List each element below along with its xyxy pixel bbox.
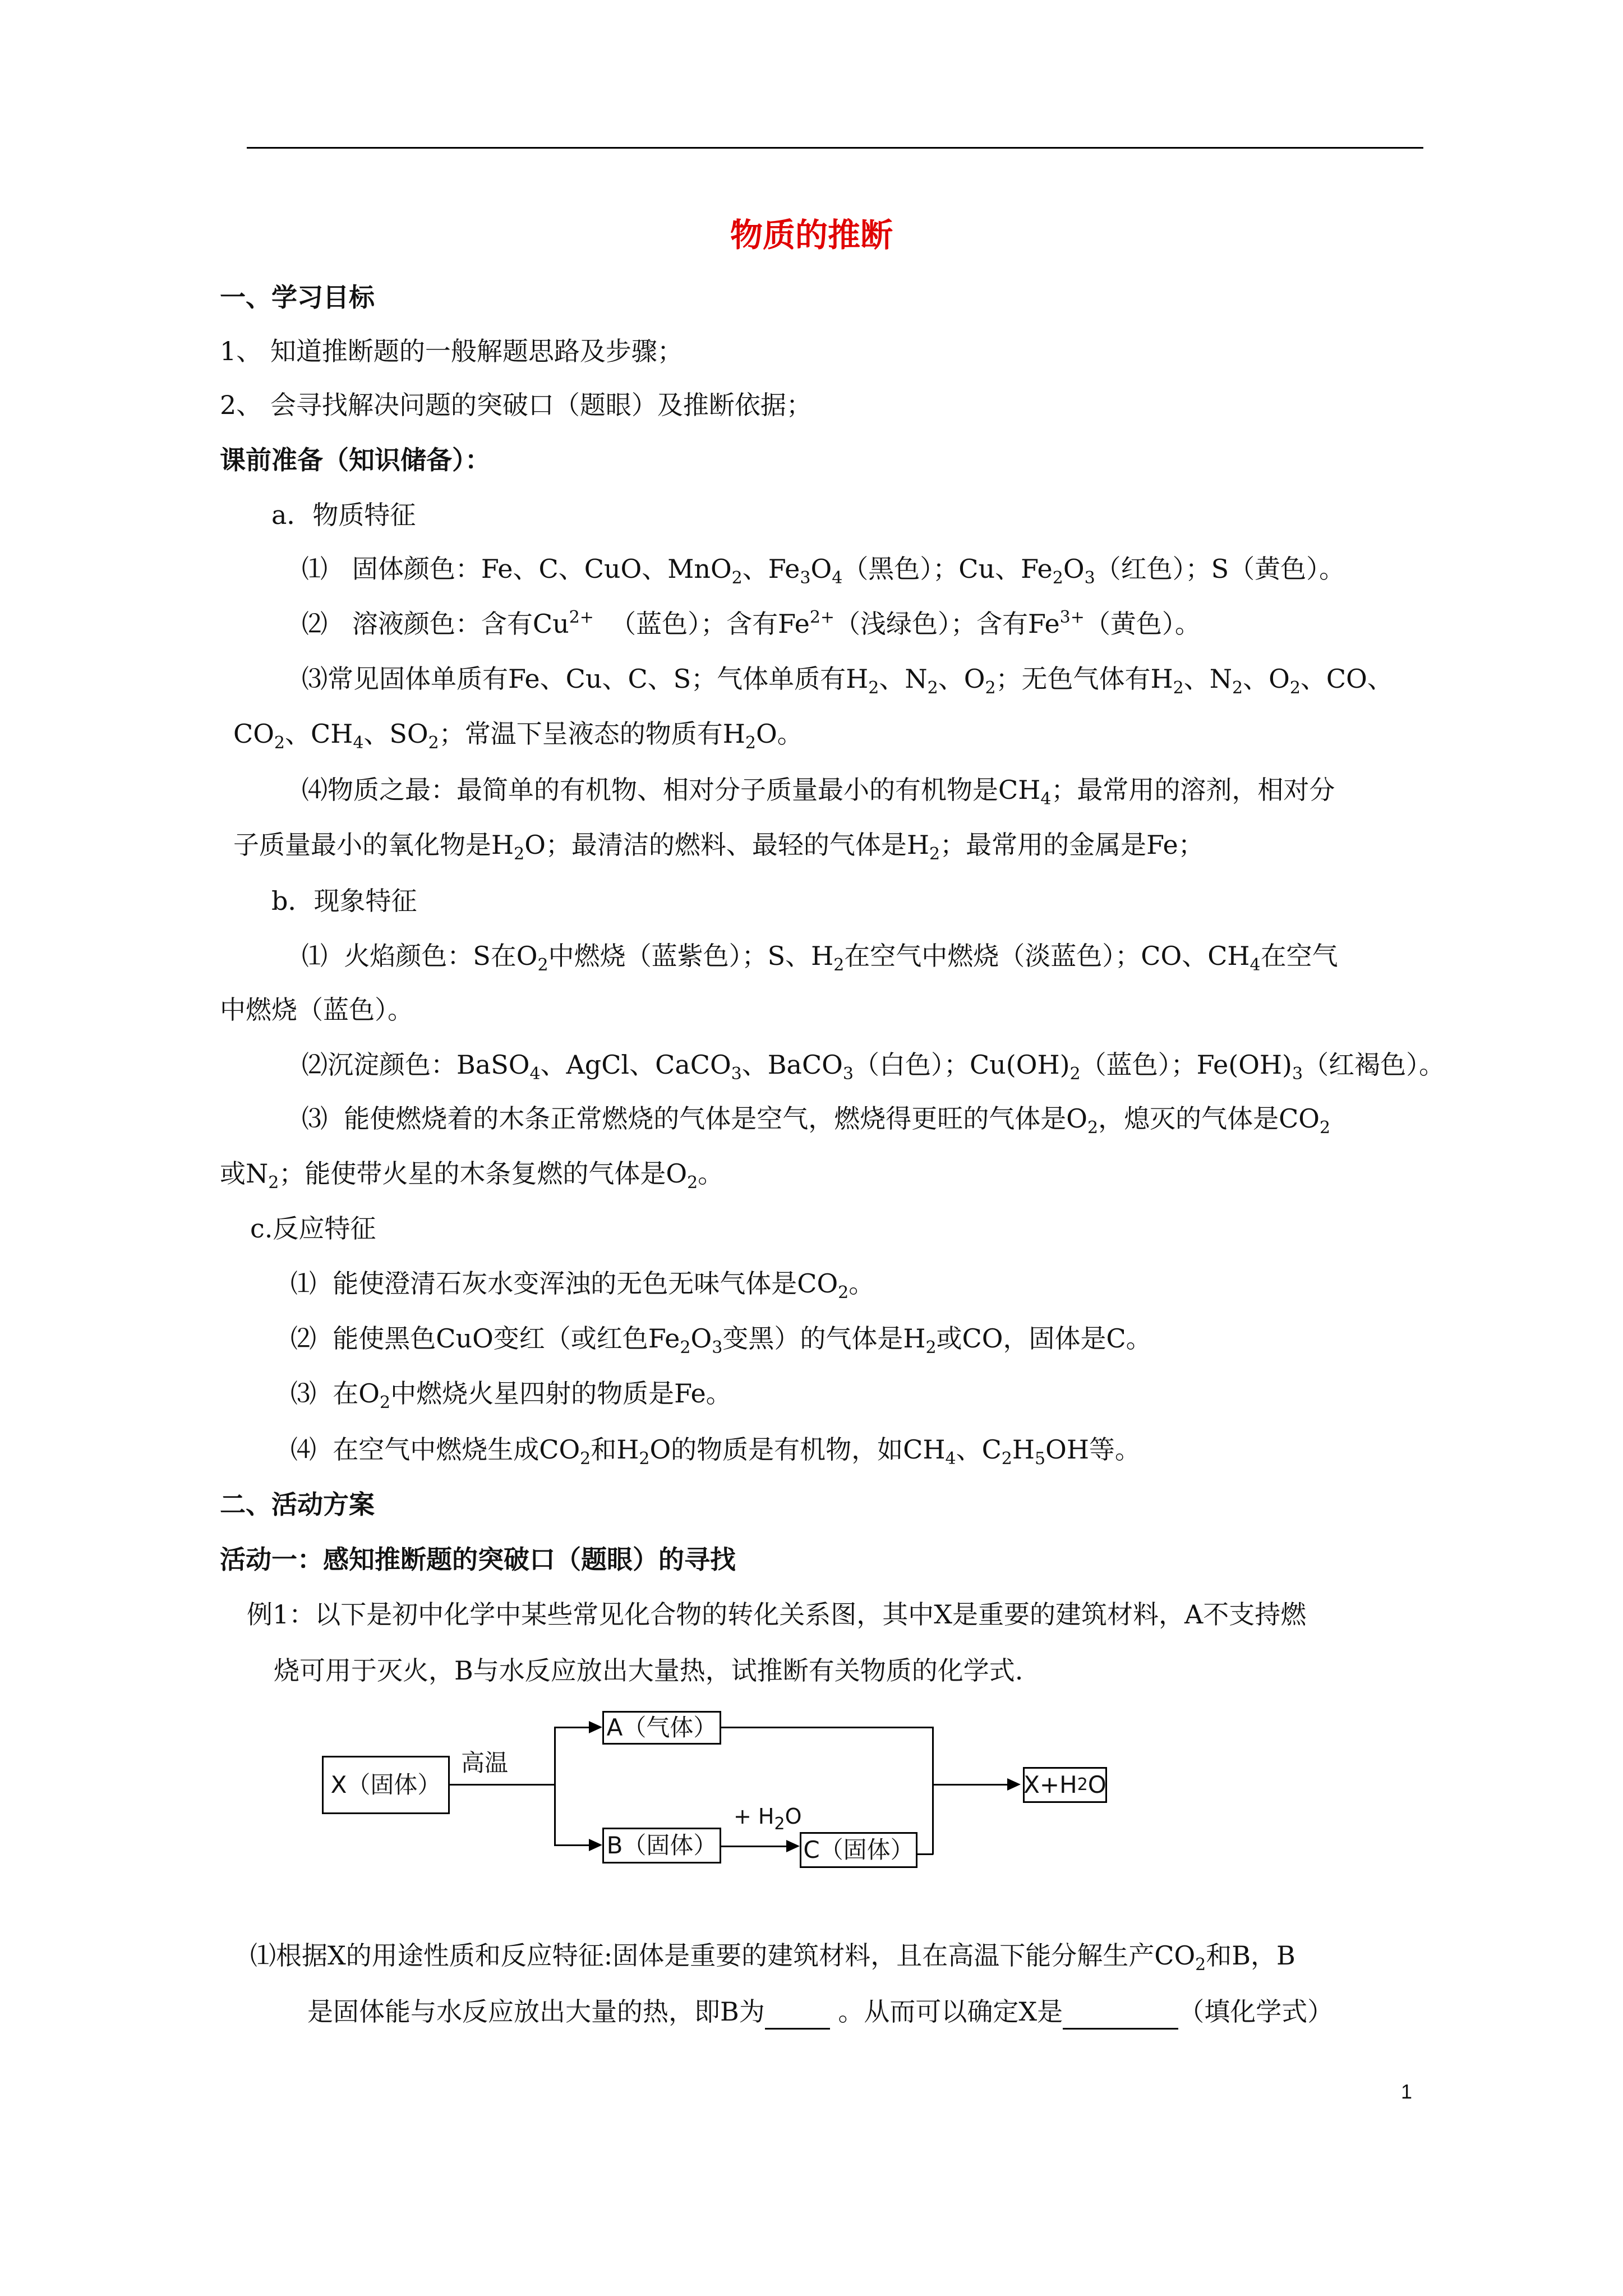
- node-x: X（固体）: [322, 1756, 450, 1814]
- a3-line-1: ⑶常见固体单质有Fe、Cu、C、S；气体单质有$H_2$、$N_2$、$O_2$；无色气体有$H_2$、$N_2$、$O_2$、CO、: [302, 664, 1393, 698]
- goal-item-1: 1、 知道推断题的一般解题思路及步骤；: [220, 336, 683, 366]
- a2-number: ⑵: [302, 609, 328, 639]
- b1-line-1: ⑴ 火焰颜色：S在$O_2$中燃烧（蓝紫色）；S、$H_2$在空气中燃烧（淡蓝色）；CO、$CH_4$在空气: [302, 941, 1338, 975]
- node-product: X+H 2 O: [1023, 1767, 1107, 1803]
- b3-line-1: ⑶ 能使燃烧着的木条正常燃烧的气体是空气，燃烧得更旺的气体是$O_2$，熄灭的气体是$CO_2$: [302, 1103, 1331, 1138]
- c2-line: ⑵ 能使黑色CuO变红（或红色$Fe_2O_3$变黑）的气体是$H_2$或CO，固体是C。: [291, 1323, 1152, 1358]
- header-rule: [247, 147, 1423, 149]
- page-title: 物质的推断: [730, 216, 893, 254]
- c1-line: ⑴ 能使澄清石灰水变浑浊的无色无味气体是$CO_2$。: [291, 1268, 875, 1303]
- a2-line: [302, 606, 1201, 642]
- answer-blank-b[interactable]: [765, 2001, 830, 2030]
- example-1-line-2: 烧可用于灭火，B与水反应放出大量热，试推断有关物质的化学式.: [274, 1655, 1023, 1686]
- label-high-temperature: 高温: [461, 1749, 509, 1777]
- node-a: A（气体）: [602, 1711, 721, 1745]
- edge-to-product: [932, 1784, 1015, 1786]
- c4-line: ⑷ 在空气中燃烧生成$CO_2$和$H_2O$的物质是有机物，如$CH_4$、$C_2H_5OH$等。: [291, 1434, 1141, 1469]
- arrowhead-to-b: [589, 1839, 602, 1851]
- edge-c-right: [917, 1853, 933, 1855]
- arrowhead-to-product: [1007, 1778, 1021, 1791]
- question-1-line-1: ⑴根据X的用途性质和反应特征:固体是重要的建筑材料，且在高温下能分解生产$CO_2$和B，B: [250, 1940, 1295, 1975]
- edge-branch-vertical: [554, 1727, 556, 1846]
- section-heading-activities: 二、活动方案: [220, 1489, 375, 1520]
- a1-text: 固体颜色：Fe、C、CuO、MnO$_2$、$Fe_3O_4$（黑色）；Cu、$Fe_2O_3$（红色）；S（黄色）。: [352, 554, 1345, 588]
- conversion-diagram: [314, 1711, 1110, 1890]
- label-add-water: + $H_2O$: [734, 1804, 802, 1834]
- edge-merge-vertical: [932, 1727, 934, 1855]
- a1-line: [302, 551, 1345, 587]
- subheading-reactions: c.反应特征: [250, 1213, 376, 1244]
- question-1-line-2: 是固体能与水反应放出大量的热，即B为 。从而可以确定X是 （填化学式）: [307, 1994, 1333, 2030]
- edge-b-to-c: [721, 1846, 794, 1847]
- b3-line-2: 或$N_2$；能使带火星的木条复燃的气体是$O_2$。: [220, 1158, 724, 1193]
- prep-heading: 课前准备（知识储备）：: [220, 445, 491, 475]
- arrowhead-to-c: [786, 1840, 800, 1852]
- b1-line-2: 中燃烧（蓝色）。: [220, 995, 413, 1025]
- subheading-substance-features: a．物质特征: [271, 500, 416, 530]
- arrowhead-to-a: [589, 1721, 602, 1733]
- example-1-line-1: 例1：以下是初中化学中某些常见化合物的转化关系图，其中X是重要的建筑材料，A不支持燃: [247, 1599, 1307, 1630]
- node-c: C（固体）: [800, 1832, 917, 1868]
- goal-item-2: 2、 会寻找解决问题的突破口（题眼）及推断依据；: [220, 390, 812, 420]
- subheading-phenomena: b．现象特征: [271, 886, 417, 916]
- node-b: B（固体）: [602, 1828, 721, 1864]
- b2-line: ⑵沉淀颜色：BaSO$_4$、AgCl、CaCO$_3$、BaCO$_3$（白色）；$Cu(OH)_2$（蓝色）；$Fe(OH)_3$（红褐色）。: [302, 1050, 1445, 1084]
- edge-a-right: [721, 1727, 933, 1728]
- a4-line-2: 子质量最小的氧化物是$H_2O$；最清洁的燃料、最轻的气体是$H_2$；最常用的金属是Fe；: [233, 830, 1204, 864]
- edge-x-split: [450, 1784, 554, 1786]
- page-number: 1: [1401, 2080, 1413, 2103]
- a2-text: 溶液颜色：含有$Cu^{2+}$ （蓝色）；含有$Fe^{2+}$（浅绿色）；含有$Fe^{3+}$（黄色）。: [352, 608, 1201, 639]
- a3-line-2: $CO_2$、$CH_4$、$SO_2$；常温下呈液态的物质有$H_2O$。: [233, 719, 803, 753]
- activity-1-heading: 活动一：感知推断题的突破口（题眼）的寻找: [220, 1544, 736, 1575]
- answer-blank-x[interactable]: [1063, 2001, 1178, 2030]
- c3-line: ⑶ 在$O_2$中燃烧火星四射的物质是Fe。: [291, 1378, 732, 1412]
- a4-line-1: ⑷物质之最：最简单的有机物、相对分子质量最小的有机物是$CH_4$；最常用的溶剂，相对分: [302, 775, 1335, 809]
- a1-number: ⑴: [302, 554, 328, 584]
- section-heading-goals: 一、学习目标: [220, 282, 375, 312]
